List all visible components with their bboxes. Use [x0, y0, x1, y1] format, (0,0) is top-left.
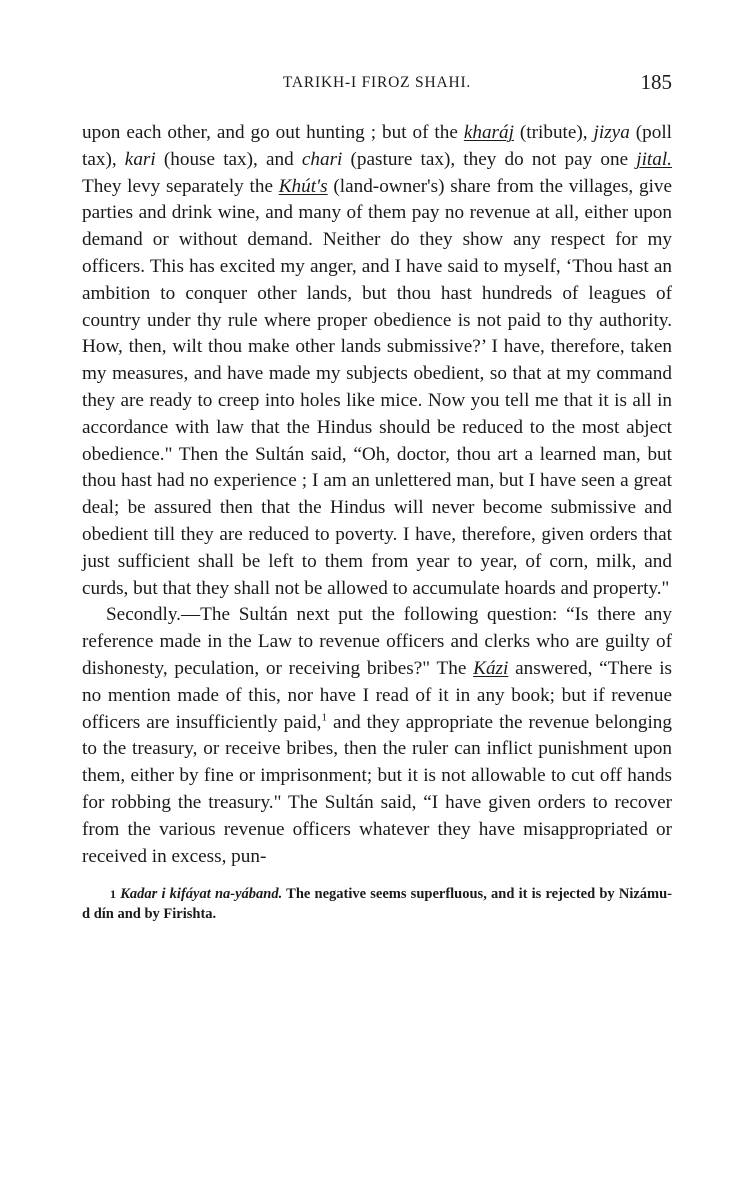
text-run: upon each other, and go out hunting ; but of the: [82, 122, 464, 143]
term-jizya: jizya: [593, 122, 630, 143]
footnote-reference: 1: [321, 711, 327, 724]
running-title: TARIKH-I FIROZ SHAHI.: [282, 74, 472, 91]
book-page: [82, 70, 672, 924]
page-number: 185: [640, 70, 672, 94]
text-run: answered, “There is no mention made of this, nor have I read of it in any book; but if revenue officers are insufficiently paid,: [82, 657, 672, 733]
footnotes: [82, 884, 672, 924]
text-run: and they appropriate the revenue belonging to the treasury, or receive bribes, then the ruler can inflict punishment upon them, either by fine or imprisonment; but it is not allowable to cut off hands for robbing the treasury." The Sultán said, “I have given orders to recover from the various revenue officers whatever they have misappropriated or received in excess, pun-: [82, 711, 672, 867]
term-kari: kari: [124, 148, 156, 170]
term-jital: jital.: [636, 148, 672, 170]
paragraph-1: [82, 120, 672, 602]
term-kazi: Kázi: [473, 657, 509, 679]
text-run: (pasture tax), they do not pay one: [342, 148, 637, 170]
text-run: (poll tax),: [82, 122, 672, 170]
text-run: Secondly.—The Sultán next put the following question: “Is there any reference made in the Law to revenue officers and clerks who are guilty of dishonesty, peculation, or receiving bribes?" The: [82, 604, 672, 679]
text-run: (land-owner's) share from the villages, give parties and drink wine, and many of them pay no revenue at all, either upon demand or without demand. Neither do they show any respect for my officers. This has excited my anger, and I have said to myself, ‘Thou hast an ambition to conquer other lands, but thou hast hundreds of leagues of country under thy rule where proper obedience is not paid to thy authority. How, then, wilt thou make other lands submissive?’ I have, therefore, taken my measures, and have made my subjects obedient, so that at my command they are ready to creep into holes like mice. Now you tell me that it is all in accordance with law that the Hindus should be reduced to the most abject obedience." Then the Sultán said, “Oh, doctor, thou art a learned man, but thou hast had no experience ; I am an unlettered man, but I have seen a great deal; be assured then that the Hindus will never become submissive and obedient till they are reduced to poverty. I have, therefore, given orders that just sufficient shall be left to them from year to year, of corn, milk, and curds, but that they shall not be allowed to accumulate hoards and property.": [82, 175, 673, 599]
running-header: [82, 70, 672, 106]
footnote-marker: 1: [110, 887, 116, 902]
footnote: [82, 884, 672, 924]
term-kharaj: kharáj: [463, 122, 514, 143]
body-text: [82, 120, 672, 870]
footnote-term: Kadar i kifáyat na-yáband.: [120, 886, 283, 903]
term-chari: chari: [301, 148, 343, 170]
text-run: They levy separately the: [82, 175, 279, 197]
paragraph-2: [82, 602, 672, 870]
text-run: (house tax), and: [155, 148, 302, 170]
footnote-text: The negative seems superfluous, and it is rejected by Nizámu-d dín and by Firishta.: [82, 886, 673, 923]
text-run: (tribute),: [513, 122, 594, 143]
term-khuts: Khút's: [278, 175, 328, 197]
